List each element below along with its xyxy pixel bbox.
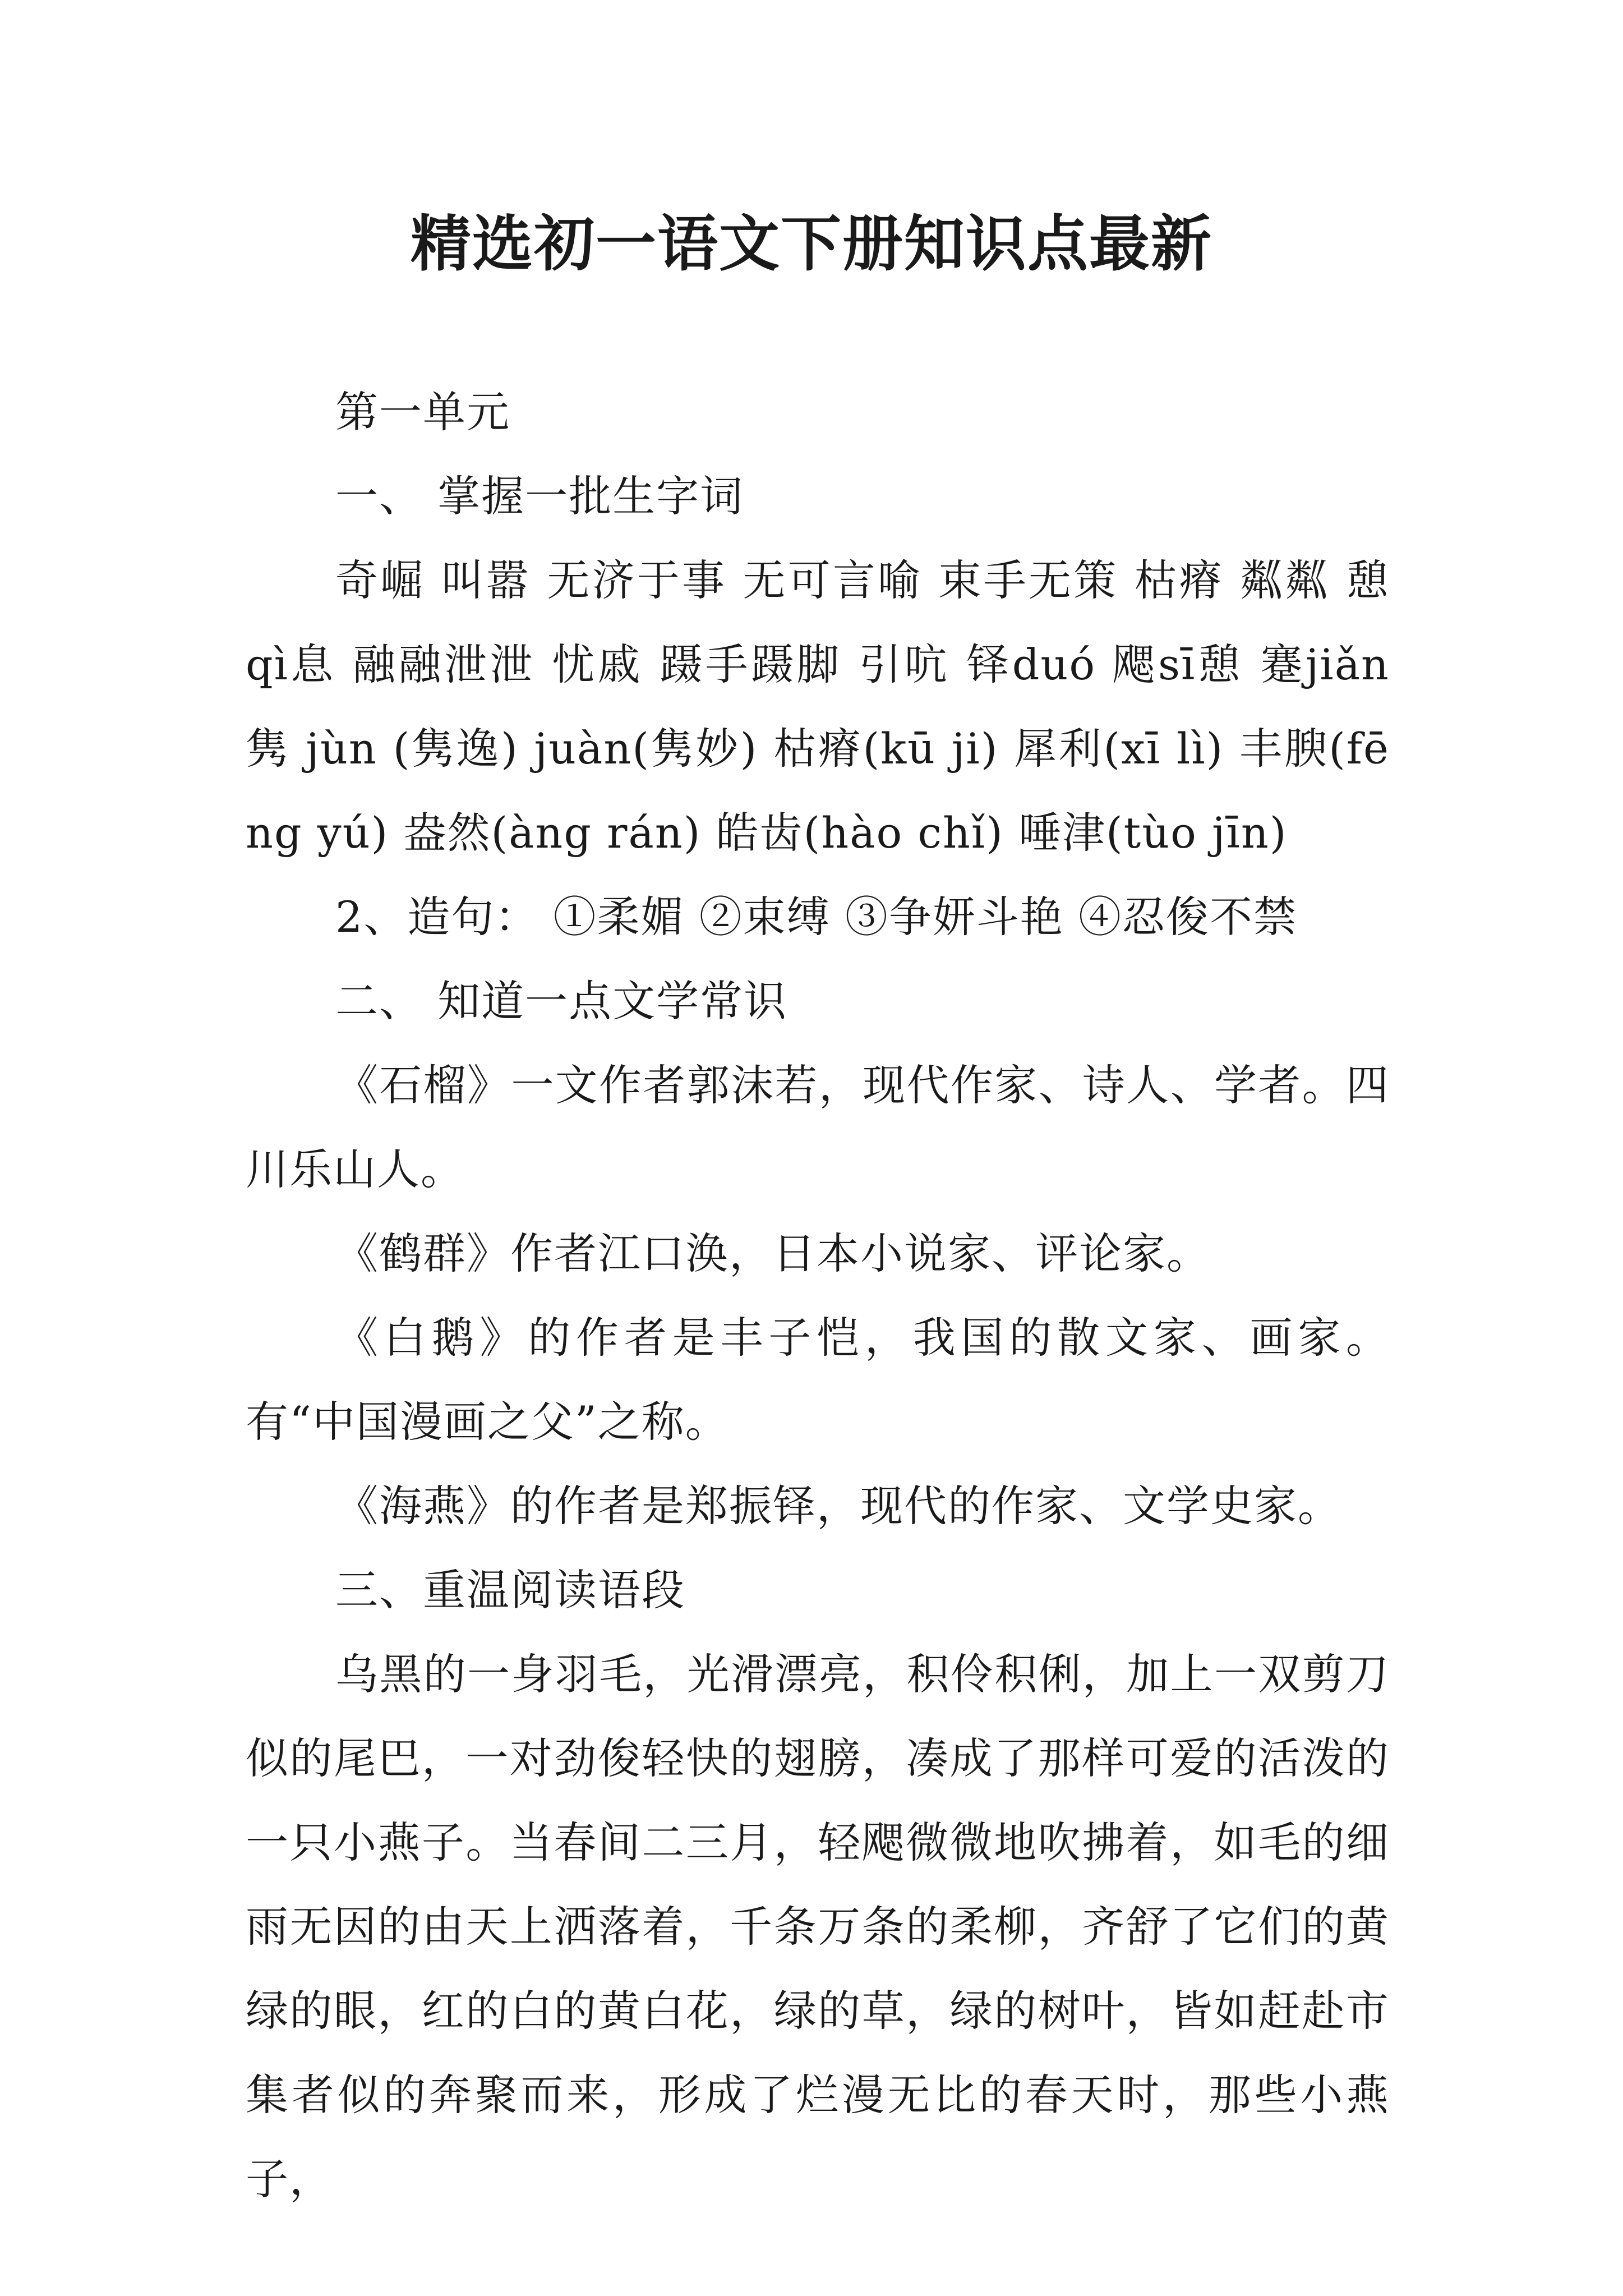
- document-body: [246, 370, 1390, 2221]
- paragraph-pomegranate-author: 《石榴》一文作者郭沫若，现代作家、诗人、学者。四川乐山人。: [246, 1060, 1390, 1194]
- document-title: 精选初一语文下册知识点最新: [410, 209, 1212, 279]
- sentence-making-task: 2、造句： ①柔媚 ②束缚 ③争妍斗艳 ④忍俊不禁: [335, 892, 1297, 942]
- vocabulary-list: 奇崛 叫嚣 无济于事 无可言喻 束手无策 枯瘠 粼粼 憩 qì息 融融泄泄 忧戚 蹑手蹑脚 引吭 铎duó 飔sī憩 蹇jiǎn 隽 jùn (隽逸) juàn(隽妙) 枯瘠(kū ji) 犀利(xī lì) 丰腴(fēng yú) 盎然(àng rán) 皓齿(hào chǐ) 唾津(tùo jīn): [246, 555, 1390, 858]
- section-heading-unit-one: 第一单元: [335, 387, 510, 437]
- subheading-vocabulary: 一、 掌握一批生字词: [335, 471, 744, 521]
- paragraph-cranes-author: 《鹤群》作者江口涣，日本小说家、评论家。: [335, 1228, 1210, 1278]
- subheading-reading-passage: 三、重温阅读语段: [335, 1565, 685, 1615]
- paragraph-petrel-author: 《海燕》的作者是郑振铎，现代的作家、文学史家。: [335, 1481, 1341, 1531]
- subheading-literature-knowledge: 二、 知道一点文学常识: [335, 976, 788, 1026]
- reading-passage-swallow: 乌黑的一身羽毛，光滑漂亮，积伶积俐，加上一双剪刀似的尾巴，一对劲俊轻快的翅膀，凑成了那样可爱的活泼的一只小燕子。当春间二三月，轻飔微微地吹拂着，如毛的细雨无因的由天上洒落着，千条万条的柔柳，齐舒了它们的黄绿的眼，红的白的黄白花，绿的草，绿的树叶，皆如赶赴市集者似的奔聚而来，形成了烂漫无比的春天时，那些小燕子，: [246, 1649, 1390, 2204]
- paragraph-white-goose-author: 《白鹅》的作者是丰子恺，我国的散文家、画家。有“中国漫画之父”之称。: [246, 1313, 1390, 1447]
